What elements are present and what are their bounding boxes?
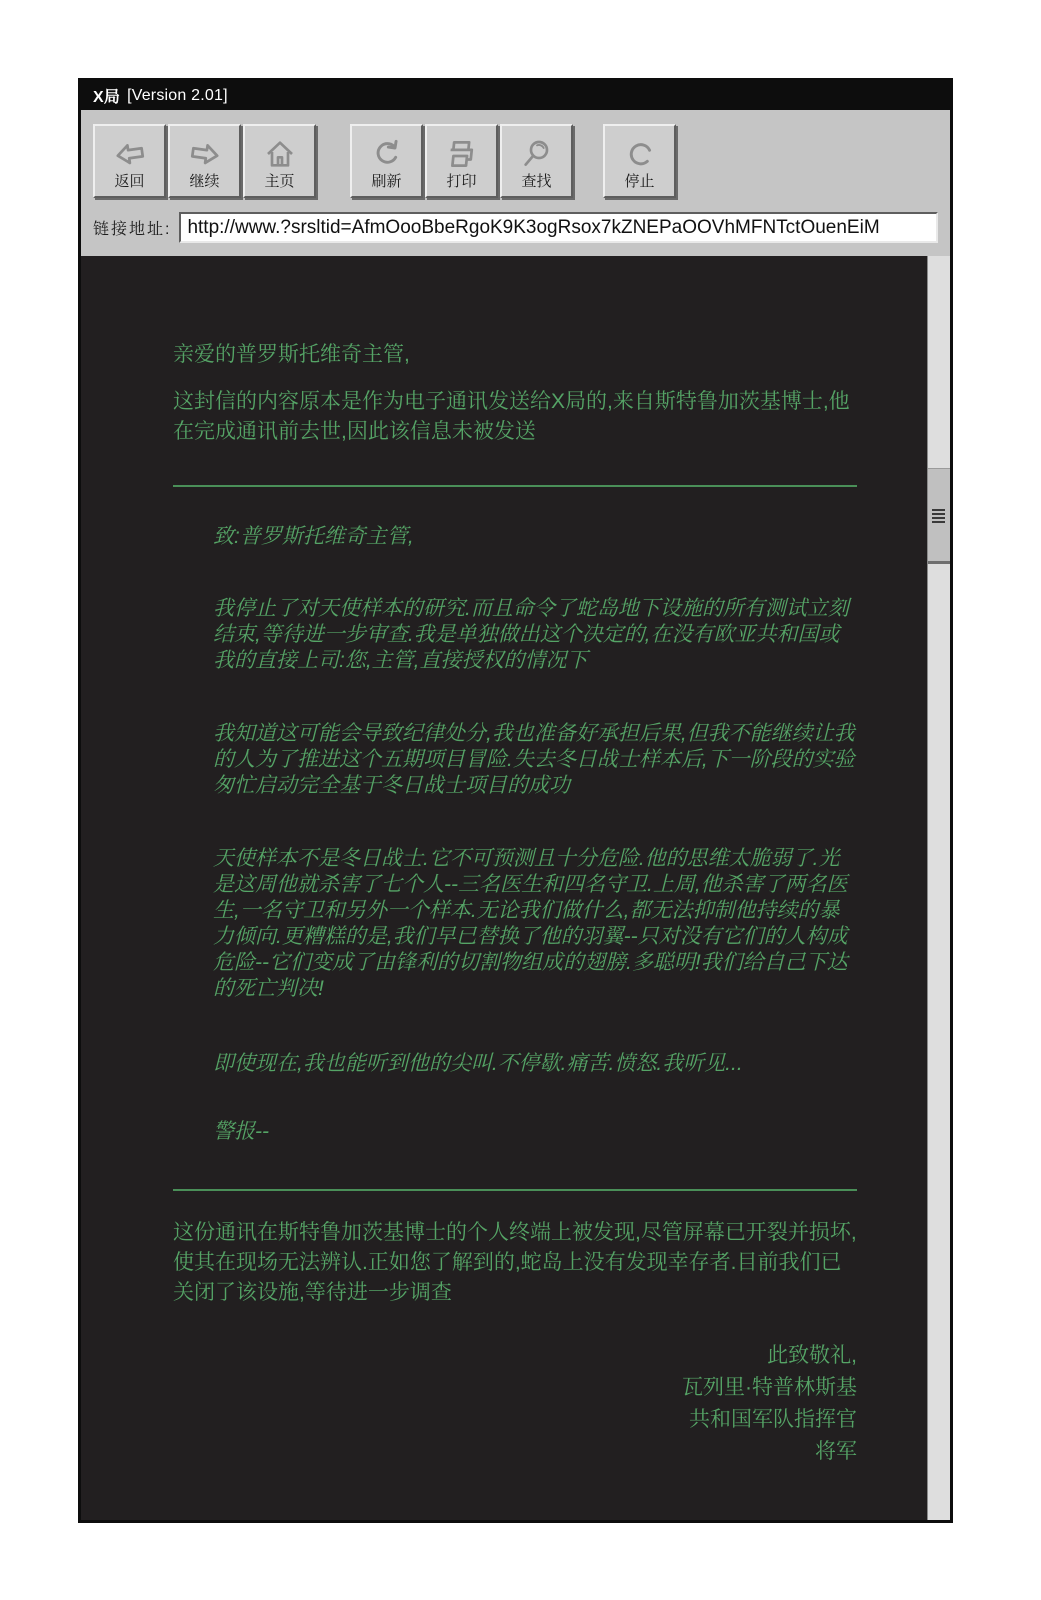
vertical-scrollbar[interactable] — [927, 256, 950, 1520]
letter-paragraph: 我停止了对天使样本的研究.而且命令了蛇岛地下设施的所有测试立刻结束,等待进一步审查.我是单独做出这个决定的,在没有欧亚共和国或我的直接上司:您,主管,直接授权的情况下 — [213, 597, 849, 672]
app-version: [Version 2.01] — [127, 86, 228, 104]
divider-top — [173, 485, 857, 487]
print-button[interactable] — [425, 124, 498, 198]
home-button[interactable] — [243, 124, 316, 198]
stop-button[interactable] — [603, 124, 676, 198]
home-icon — [264, 139, 296, 174]
back-button[interactable] — [93, 124, 166, 198]
signature-name: 瓦列里·特普林斯基 — [682, 1376, 857, 1399]
letter-body — [213, 524, 857, 1145]
back-arrow-icon — [113, 139, 147, 174]
letter-paragraph: 天使样本不是冬日战士.它不可预测且十分危险.他的思维太脆弱了.光是这周他就杀害了七个人--三名医生和四名守卫.上周,他杀害了两名医生,一名守卫和另外一个样本.无论我们做什么,都无法抑制他持续的暴力倾向.更糟糕的是,我们早已替换了他的羽翼--只对没有它们的人构成危险--它们变成了由锋利的切割物组成的翅膀.多聪明!我们给自己下达的死亡判决! — [213, 847, 848, 1000]
address-bar — [93, 212, 938, 243]
forward-arrow-icon — [188, 139, 222, 174]
signature-valediction: 此致敬礼, — [767, 1344, 857, 1367]
scrollbar-grip-icon — [932, 509, 945, 525]
intro-greeting: 亲爱的普罗斯托维奇主管, — [173, 343, 410, 366]
letter-salutation: 致:普罗斯托维奇主管, — [213, 525, 414, 548]
letter-closing: 警报-- — [213, 1120, 269, 1143]
address-label: 链接地址: — [93, 221, 172, 238]
stop-circle-icon — [624, 139, 656, 174]
forward-button[interactable] — [168, 124, 241, 198]
scrollbar-thumb[interactable] — [928, 468, 950, 564]
back-button-label: 返回 — [114, 173, 145, 190]
address-input[interactable] — [179, 212, 938, 243]
letter-paragraph: 即使现在,我也能听到他的尖叫.不停歇.痛苦.愤怒.我听见... — [213, 1052, 743, 1075]
printer-icon — [445, 139, 479, 174]
title-bar — [81, 81, 950, 110]
magnifier-icon — [521, 139, 553, 174]
find-button-label: 查找 — [521, 173, 552, 190]
browser-window — [78, 78, 953, 1523]
divider-bottom — [173, 1189, 857, 1191]
outro-paragraph: 这份通讯在斯特鲁加茨基博士的个人终端上被发现,尽管屏幕已开裂并损坏,使其在现场无法辨认.正如您了解到的,蛇岛上没有发现幸存者.目前我们已关闭了该设施,等待进一步调查 — [173, 1221, 857, 1304]
signature-title: 共和国军队指挥官 — [689, 1408, 857, 1431]
refresh-button[interactable] — [350, 124, 423, 198]
print-button-label: 打印 — [446, 173, 477, 190]
page-content — [81, 256, 950, 1520]
toolbar-button-row — [93, 124, 950, 198]
find-button[interactable] — [500, 124, 573, 198]
intro-paragraph: 这封信的内容原本是作为电子通讯发送给X局的,来自斯特鲁加茨基博士,他在完成通讯前去世,因此该信息未被发送 — [173, 390, 850, 443]
letter-document — [81, 256, 927, 1520]
toolbar — [81, 110, 950, 256]
stop-button-label: 停止 — [624, 173, 655, 190]
signature-block — [173, 1340, 857, 1468]
refresh-icon — [371, 139, 403, 174]
home-button-label: 主页 — [264, 173, 295, 190]
letter-paragraph: 我知道这可能会导致纪律处分,我也准备好承担后果,但我不能继续让我的人为了推进这个五期项目冒险.失去冬日战士样本后,下一阶段的实验匆忙启动完全基于冬日战士项目的成功 — [213, 722, 855, 797]
forward-button-label: 继续 — [189, 173, 220, 190]
app-name: X局 — [93, 89, 121, 106]
signature-rank: 将军 — [815, 1440, 857, 1463]
refresh-button-label: 刷新 — [371, 173, 402, 190]
